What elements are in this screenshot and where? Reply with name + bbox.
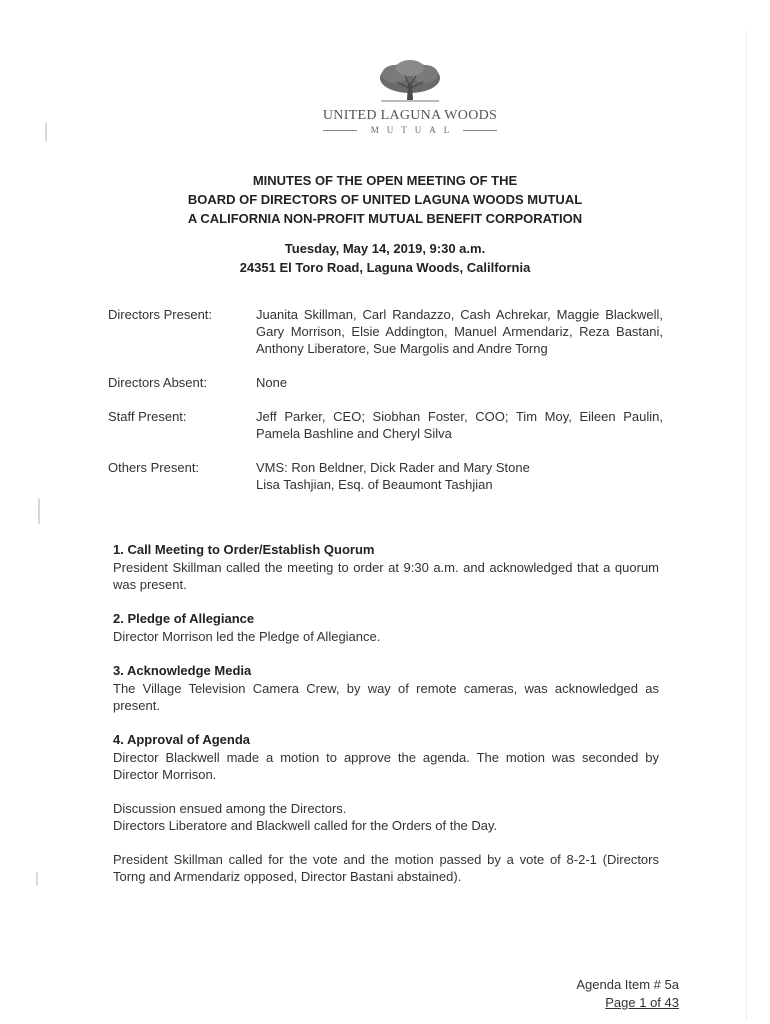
section-heading: 2. Pledge of Allegiance: [113, 611, 255, 626]
section-paragraph: President Skillman called the meeting to order at 9:30 a.m. and acknowledged that a quorum was present.: [113, 560, 659, 592]
attendance-label: Directors Absent:: [108, 375, 207, 390]
section-paragraph: The Village Television Camera Crew, by way of remote cameras, was acknowledged as present.: [113, 681, 659, 713]
agenda-item-label: Agenda Item # 5a: [576, 977, 679, 992]
attendance-row-staff-present: [108, 408, 663, 442]
minutes-body: [113, 541, 659, 902]
logo-rule-left: [323, 130, 357, 131]
logo-wordmark: UNITED LAGUNA WOODS: [322, 108, 498, 123]
attendance-value: [256, 459, 663, 493]
section-heading: 1. Call Meeting to Order/Establish Quorum: [113, 542, 375, 557]
section-paragraph: Director Blackwell made a motion to approve the agenda. The motion was seconded by Director Morrison.: [113, 750, 659, 782]
section-call-to-order: [113, 541, 659, 593]
organization-logo: [300, 58, 520, 135]
section-agenda: [113, 731, 659, 783]
title-line: MINUTES OF THE OPEN MEETING OF THE: [252, 173, 518, 188]
scan-speck: [36, 872, 38, 886]
attendance-row-directors-absent: [108, 374, 663, 391]
attendance-label: Directors Present:: [108, 307, 213, 322]
attendance-line: VMS: Ron Beldner, Dick Rader and Mary Stone: [256, 460, 530, 475]
attendance-label: Others Present:: [108, 460, 200, 475]
vote-paragraph: President Skillman called for the vote and the motion passed by a vote of 8-2-1 (Directors Torng and Armendariz opposed, Director Bastani abstained).: [113, 852, 659, 884]
document-title: [0, 171, 770, 228]
logo-rule-right: [463, 130, 497, 131]
attendance-row-others-present: [108, 459, 663, 493]
scan-speck: [38, 498, 40, 524]
attendance-row-directors-present: [108, 306, 663, 357]
page-number: Page 1 of 43: [605, 995, 679, 1010]
section-heading: 4. Approval of Agenda: [113, 732, 250, 747]
meeting-info: [0, 239, 770, 277]
scan-speck: [45, 122, 47, 142]
page-footer: [576, 976, 679, 1012]
attendance-value: None: [256, 375, 288, 390]
attendance-line: Lisa Tashjian, Esq. of Beaumont Tashjian: [256, 477, 493, 492]
section-pledge: [113, 610, 659, 645]
tree-icon: [375, 58, 445, 106]
discussion-paragraph: Discussion ensued among the Directors. Directors Liberatore and Blackwell called for the Orders of the Day.: [113, 801, 498, 833]
title-line: BOARD OF DIRECTORS OF UNITED LAGUNA WOODS MUTUAL: [187, 192, 583, 207]
section-paragraph: Director Morrison led the Pledge of Allegiance.: [113, 629, 381, 644]
section-media: [113, 662, 659, 714]
meeting-location: 24351 El Toro Road, Laguna Woods, Calilfornia: [239, 260, 531, 275]
attendance-value: Juanita Skillman, Carl Randazzo, Cash Achrekar, Maggie Blackwell, Gary Morrison, Elsie Addington, Manuel Armendariz, Reza Bastani, Anthony Liberatore, Sue Margolis and Andre Torng: [256, 307, 663, 356]
section-heading: 3. Acknowledge Media: [113, 663, 252, 678]
attendance-value: Jeff Parker, CEO; Siobhan Foster, COO; Tim Moy, Eileen Paulin, Pamela Bashline and Cheryl Silva: [256, 409, 663, 441]
title-line: A CALIFORNIA NON-PROFIT MUTUAL BENEFIT CORPORATION: [187, 211, 583, 226]
meeting-datetime: Tuesday, May 14, 2019, 9:30 a.m.: [284, 241, 486, 256]
logo-subline: [300, 125, 520, 135]
attendance-label: Staff Present:: [108, 409, 187, 424]
logo-subtext: MUTUAL: [370, 125, 458, 135]
attendance-list: [108, 306, 663, 493]
